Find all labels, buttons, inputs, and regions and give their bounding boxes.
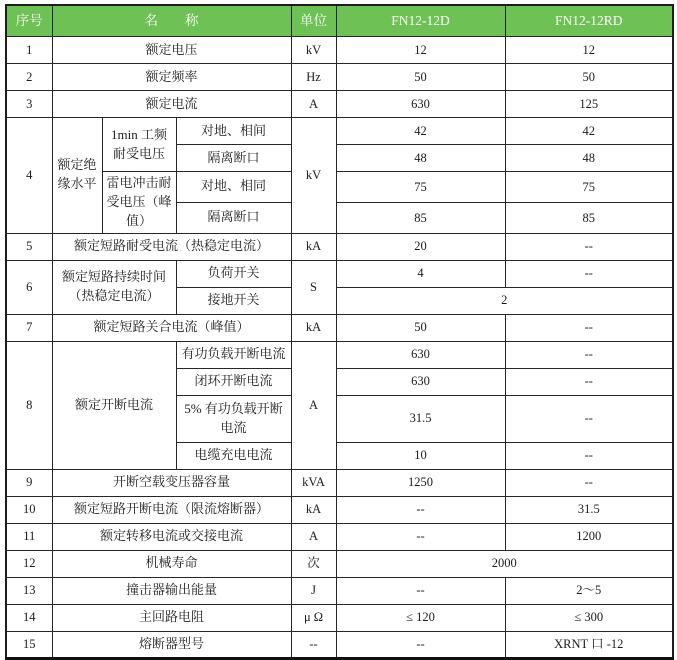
- row4-impulse-cond-1: 对地、相同: [176, 172, 291, 203]
- row11-no: 11: [6, 523, 52, 550]
- row12-value-span: 2000: [336, 550, 673, 577]
- row4-impulse-cond-2: 隔离断口: [176, 202, 291, 233]
- row3-value-d: 630: [336, 91, 505, 118]
- row4-impulse-value-rd-1: 75: [505, 172, 673, 203]
- row9-unit: kVA: [291, 469, 336, 496]
- row9-name: 开断空载变压器容量: [52, 469, 291, 496]
- row13-value-d: --: [336, 577, 505, 604]
- row14-value-d: ≤ 120: [336, 604, 505, 631]
- row10-value-d: --: [336, 496, 505, 523]
- table-row: [6, 604, 673, 631]
- header-row: [6, 5, 673, 37]
- row13-name: 撞击器输出能量: [52, 577, 291, 604]
- row12-name: 机械寿命: [52, 550, 291, 577]
- row14-unit: μ Ω: [291, 604, 336, 631]
- row2-name: 额定频率: [52, 64, 291, 91]
- row8-no: 8: [6, 341, 52, 469]
- row10-no: 10: [6, 496, 52, 523]
- row3-no: 3: [6, 91, 52, 118]
- row2-no: 2: [6, 64, 52, 91]
- table-row: [6, 496, 673, 523]
- row5-value-d: 20: [336, 233, 505, 260]
- row3-value-rd: 125: [505, 91, 673, 118]
- row10-name: 额定短路开断电流（限流熔断器）: [52, 496, 291, 523]
- row8-name: 额定开断电流: [52, 341, 176, 469]
- row4-no: 4: [6, 118, 52, 234]
- row8-cond-4: 电缆充电电流: [176, 442, 291, 469]
- row8-value-d-3: 31.5: [336, 395, 505, 442]
- row5-value-rd: --: [505, 233, 673, 260]
- row5-no: 5: [6, 233, 52, 260]
- row8-value-d-1: 630: [336, 341, 505, 368]
- row8-cond-1: 有功负载开断电流: [176, 341, 291, 368]
- row4-impulse-name: 雷电冲击耐受电压（峰值）: [102, 172, 176, 234]
- row2-unit: Hz: [291, 64, 336, 91]
- row3-name: 额定电流: [52, 91, 291, 118]
- row15-name: 熔断器型号: [52, 631, 291, 658]
- row4-group: 额定绝缘水平: [52, 118, 102, 234]
- row2-value-d: 50: [336, 64, 505, 91]
- row8-cond-2: 闭环开断电流: [176, 368, 291, 395]
- header-no: 序号: [6, 5, 52, 37]
- table-row: [6, 341, 673, 368]
- row7-no: 7: [6, 314, 52, 341]
- row11-name: 额定转移电流或交接电流: [52, 523, 291, 550]
- row8-value-rd-1: --: [505, 341, 673, 368]
- row4-freq-value-d-1: 42: [336, 118, 505, 145]
- row4-impulse-value-d-1: 75: [336, 172, 505, 203]
- table-row: [6, 260, 673, 287]
- header-unit: 单位: [291, 5, 336, 37]
- row10-unit: kA: [291, 496, 336, 523]
- row1-name: 额定电压: [52, 37, 291, 64]
- table-row: [6, 523, 673, 550]
- table-row: [6, 233, 673, 260]
- row13-no: 13: [6, 577, 52, 604]
- row8-value-d-2: 630: [336, 368, 505, 395]
- table-row: [6, 631, 673, 658]
- row6-name: 额定短路持续时间（热稳定电流）: [52, 260, 176, 314]
- row6-value-d-1: 4: [336, 260, 505, 287]
- row5-unit: kA: [291, 233, 336, 260]
- row15-no: 15: [6, 631, 52, 658]
- row4-impulse-value-d-2: 85: [336, 202, 505, 233]
- table-row: [6, 118, 673, 145]
- row6-value-span: 2: [336, 287, 673, 314]
- row2-value-rd: 50: [505, 64, 673, 91]
- row13-unit: J: [291, 577, 336, 604]
- table-row: [6, 469, 673, 496]
- table-row: [6, 64, 673, 91]
- row4-freq-cond-1: 对地、相间: [176, 118, 291, 145]
- row12-unit: 次: [291, 550, 336, 577]
- row14-name: 主回路电阻: [52, 604, 291, 631]
- row4-freq-value-d-2: 48: [336, 145, 505, 172]
- row14-no: 14: [6, 604, 52, 631]
- row4-unit: kV: [291, 118, 336, 234]
- row11-unit: A: [291, 523, 336, 550]
- row9-value-d: 1250: [336, 469, 505, 496]
- row1-value-d: 12: [336, 37, 505, 64]
- row15-unit: --: [291, 631, 336, 658]
- row11-value-d: --: [336, 523, 505, 550]
- row7-unit: kA: [291, 314, 336, 341]
- row8-value-d-4: 10: [336, 442, 505, 469]
- header-name: 名 称: [52, 5, 291, 37]
- row7-value-rd: --: [505, 314, 673, 341]
- row15-value-d: --: [336, 631, 505, 658]
- row10-value-rd: 31.5: [505, 496, 673, 523]
- row1-no: 1: [6, 37, 52, 64]
- row4-freq-cond-2: 隔离断口: [176, 145, 291, 172]
- table-row: [6, 172, 673, 203]
- table-row: [6, 577, 673, 604]
- row6-value-rd-1: --: [505, 260, 673, 287]
- row14-value-rd: ≤ 300: [505, 604, 673, 631]
- row8-value-rd-2: --: [505, 368, 673, 395]
- row4-freq-value-rd-2: 48: [505, 145, 673, 172]
- table-row: [6, 550, 673, 577]
- table-row: [6, 91, 673, 118]
- row5-name: 额定短路耐受电流（热稳定电流）: [52, 233, 291, 260]
- row8-value-rd-4: --: [505, 442, 673, 469]
- row12-no: 12: [6, 550, 52, 577]
- row11-value-rd: 1200: [505, 523, 673, 550]
- row6-no: 6: [6, 260, 52, 314]
- row6-unit: S: [291, 260, 336, 314]
- table-row: [6, 314, 673, 341]
- row6-cond-2: 接地开关: [176, 287, 291, 314]
- row13-value-rd: 2～5: [505, 577, 673, 604]
- row15-value-rd: XRNT 口 -12: [505, 631, 673, 658]
- row9-value-rd: --: [505, 469, 673, 496]
- row8-cond-3: 5% 有功负载开断电流: [176, 395, 291, 442]
- row7-name: 额定短路关合电流（峰值）: [52, 314, 291, 341]
- row1-value-rd: 12: [505, 37, 673, 64]
- row3-unit: A: [291, 91, 336, 118]
- row4-freq-name: 1min 工频耐受电压: [102, 118, 176, 172]
- row6-cond-1: 负荷开关: [176, 260, 291, 287]
- spec-table: [5, 4, 674, 660]
- table-row: [6, 37, 673, 64]
- row8-value-rd-3: --: [505, 395, 673, 442]
- row9-no: 9: [6, 469, 52, 496]
- row7-value-d: 50: [336, 314, 505, 341]
- row1-unit: kV: [291, 37, 336, 64]
- header-model-d: FN12-12D: [336, 5, 505, 37]
- row4-freq-value-rd-1: 42: [505, 118, 673, 145]
- row4-impulse-value-rd-2: 85: [505, 202, 673, 233]
- row8-unit: A: [291, 341, 336, 469]
- header-model-rd: FN12-12RD: [505, 5, 673, 37]
